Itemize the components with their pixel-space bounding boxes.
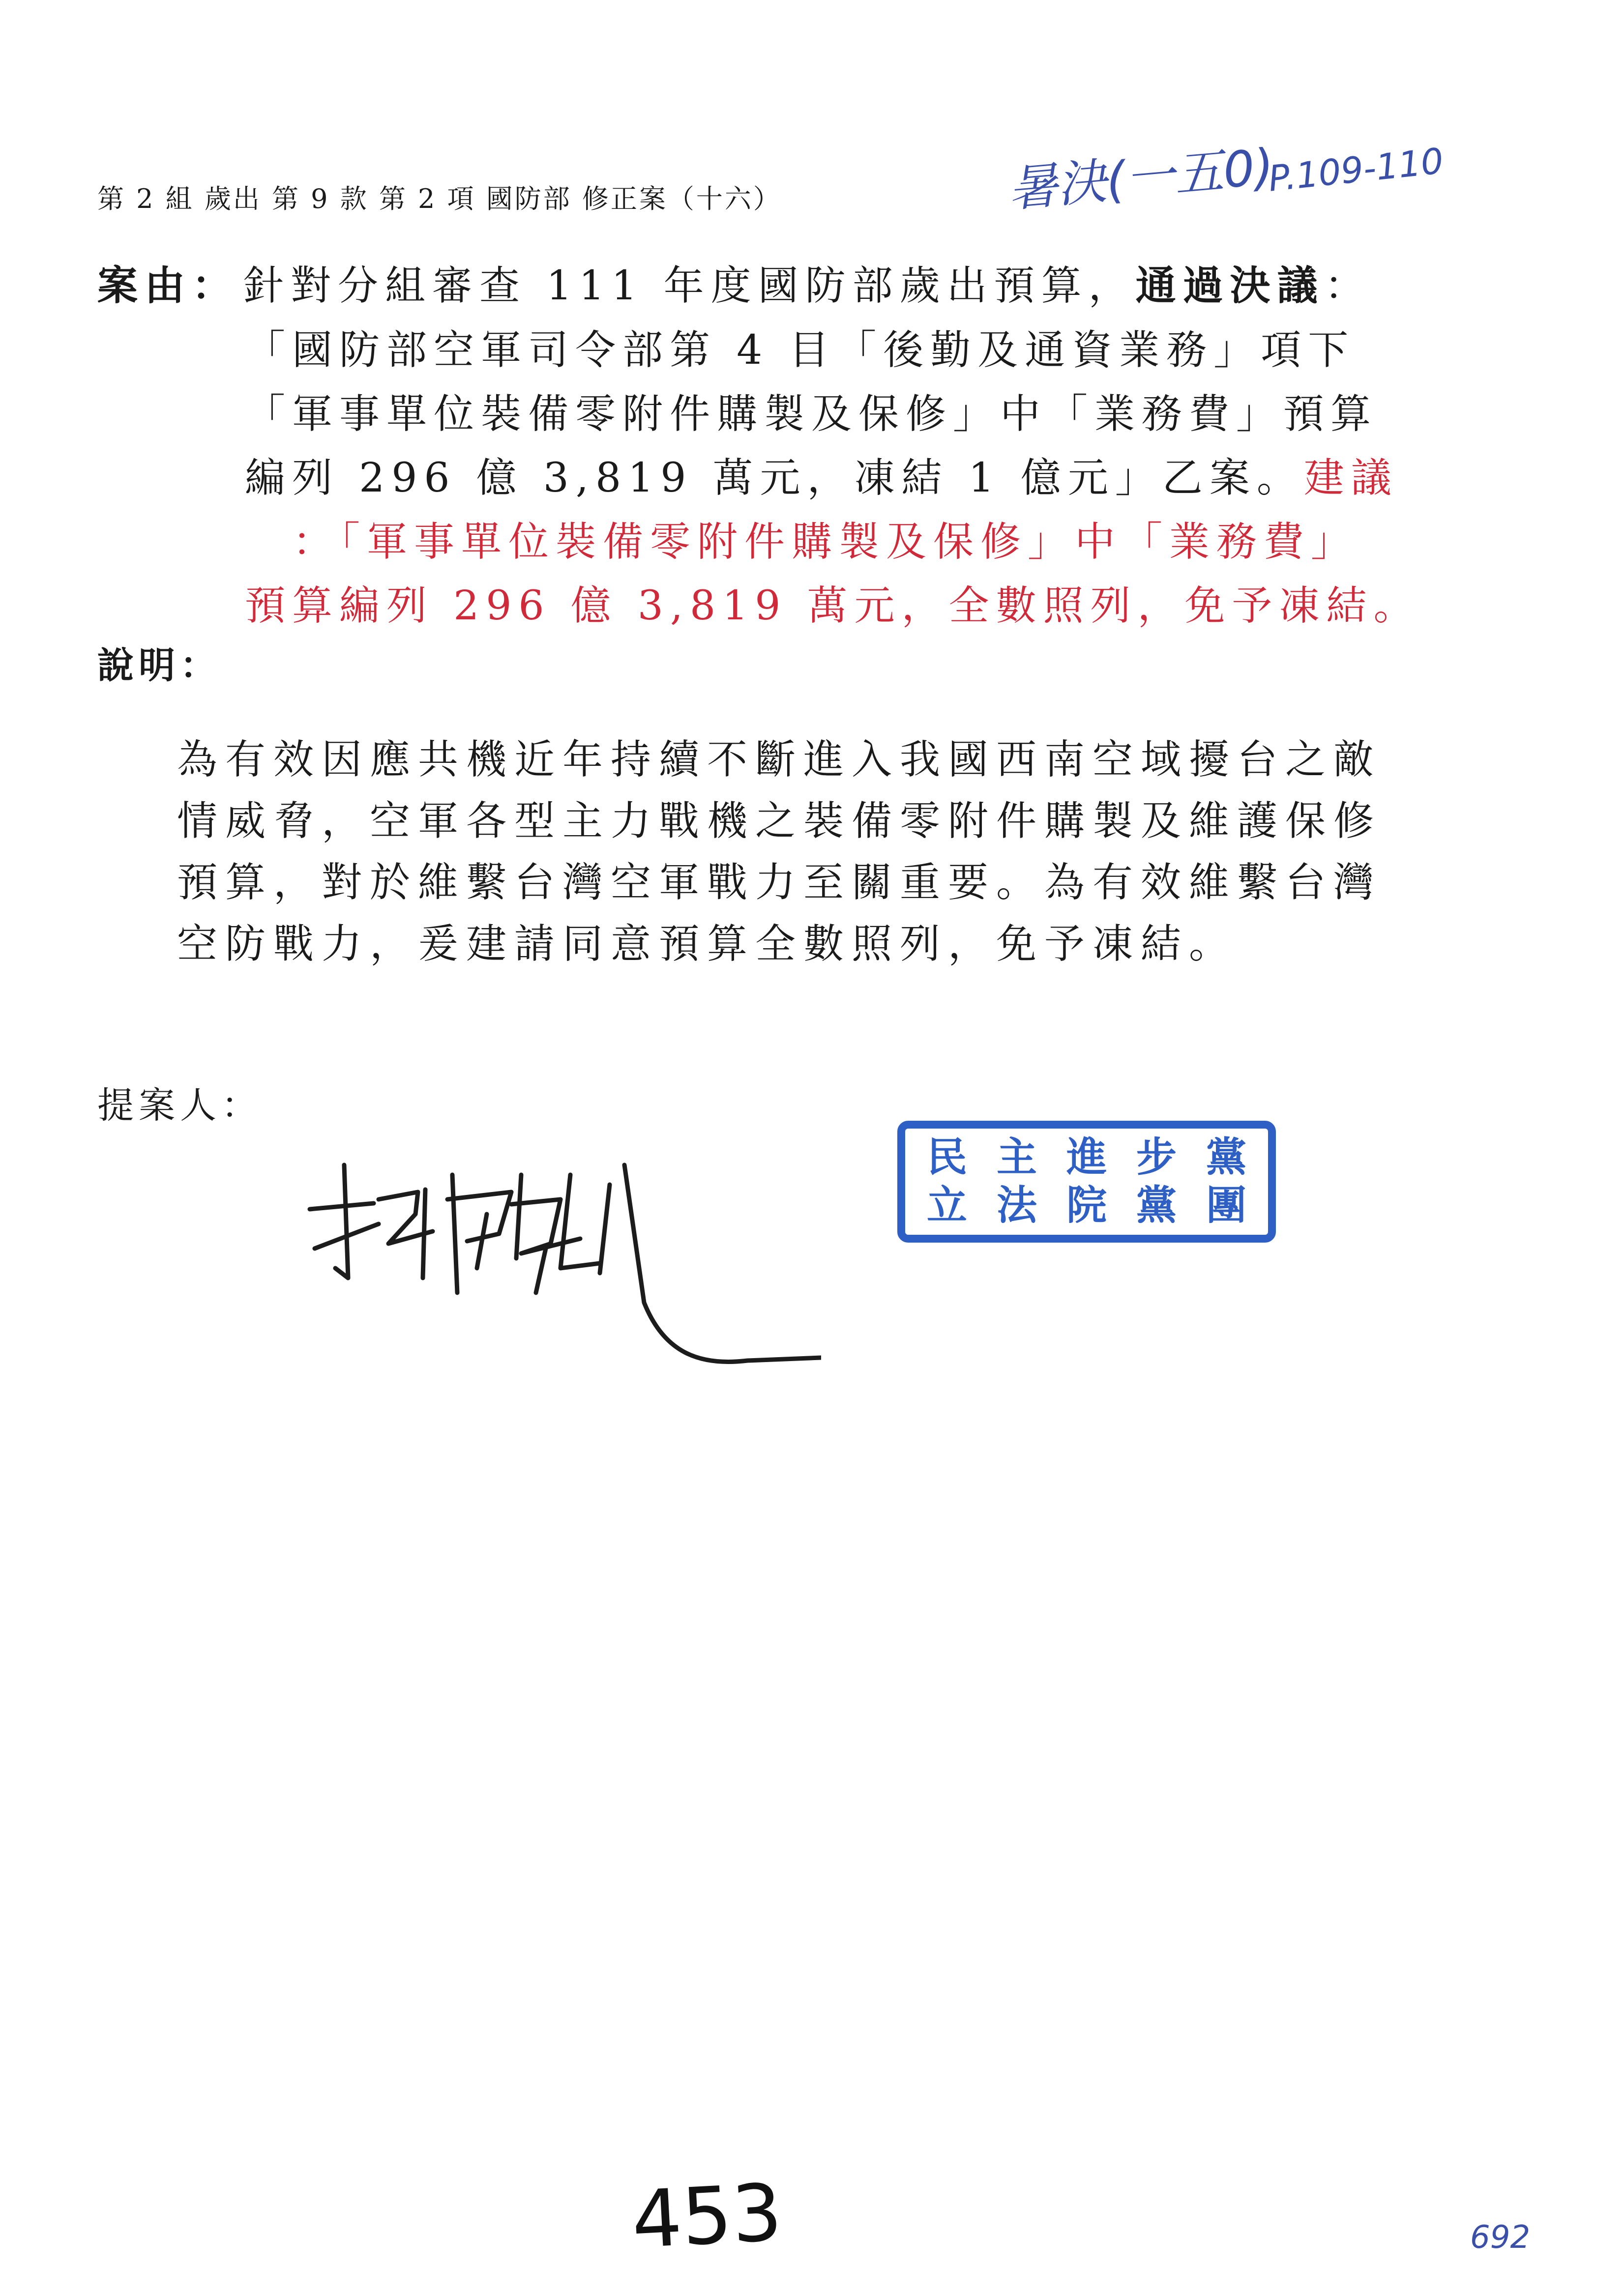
description-label: 說明：	[97, 644, 221, 687]
corner-page-number: 692	[1470, 2219, 1531, 2256]
case-line-4	[245, 455, 1398, 501]
handwritten-signature	[305, 1145, 821, 1371]
case-line-1-prefix: 針對分組審查 111 年度國防部歲出預算，	[243, 262, 1136, 309]
stamp-char: 團	[1206, 1182, 1246, 1229]
description-line: 預算，對於維繫台灣空軍戰力至關重要。為有效維繫台灣	[177, 859, 1382, 906]
header-title: 第 2 組 歲出 第 9 款 第 2 項 國防部 修正案（十六）	[97, 183, 782, 214]
stamp-char: 民	[926, 1134, 967, 1181]
description-line: 空防戰力，爰建請同意預算全數照列，免予凍結。	[177, 921, 1238, 967]
suggestion-line-2: 預算編列 296 億 3,819 萬元，全數照列，免予凍結。	[245, 582, 1421, 629]
stamp-char: 黨	[1206, 1134, 1246, 1181]
case-line-1	[243, 262, 1372, 309]
handwritten-page-number: 453	[629, 2166, 785, 2266]
party-caucus-stamp	[897, 1121, 1276, 1243]
description-line: 為有效因應共機近年持續不斷進入我國西南空域擾台之敵	[177, 736, 1382, 783]
case-line-1-bold: 通過決議	[1135, 262, 1325, 309]
case-line-2: 「國防部空軍司令部第 4 目「後勤及通資業務」項下	[245, 327, 1356, 374]
suggestion-label: 建議	[1303, 455, 1398, 501]
proposer-label: 提案人：	[97, 1084, 263, 1127]
stamp-char: 法	[996, 1182, 1037, 1229]
suggestion-line-1: ：「軍事單位裝備零附件購製及保修」中「業務費」	[293, 519, 1358, 565]
stamp-char: 步	[1136, 1134, 1177, 1181]
stamp-char: 院	[1066, 1182, 1107, 1229]
description-line: 情威脅，空軍各型主力戰機之裝備零附件購製及維護保修	[177, 798, 1382, 844]
case-line-4-text: 編列 296 億 3,819 萬元，凍結 1 億元」乙案。	[245, 455, 1304, 501]
handwritten-page-reference: P.109-110	[1266, 140, 1446, 200]
stamp-char: 黨	[1136, 1182, 1177, 1229]
case-line-1-suffix: ：	[1324, 262, 1372, 309]
case-line-3: 「軍事單位裝備零附件購製及保修」中「業務費」預算	[245, 391, 1378, 437]
stamp-char: 立	[926, 1182, 967, 1229]
stamp-char: 進	[1066, 1134, 1107, 1181]
case-label: 案由：	[97, 262, 239, 309]
handwritten-annotation: 暑決(一五0)	[1005, 137, 1276, 218]
stamp-char: 主	[996, 1134, 1037, 1181]
